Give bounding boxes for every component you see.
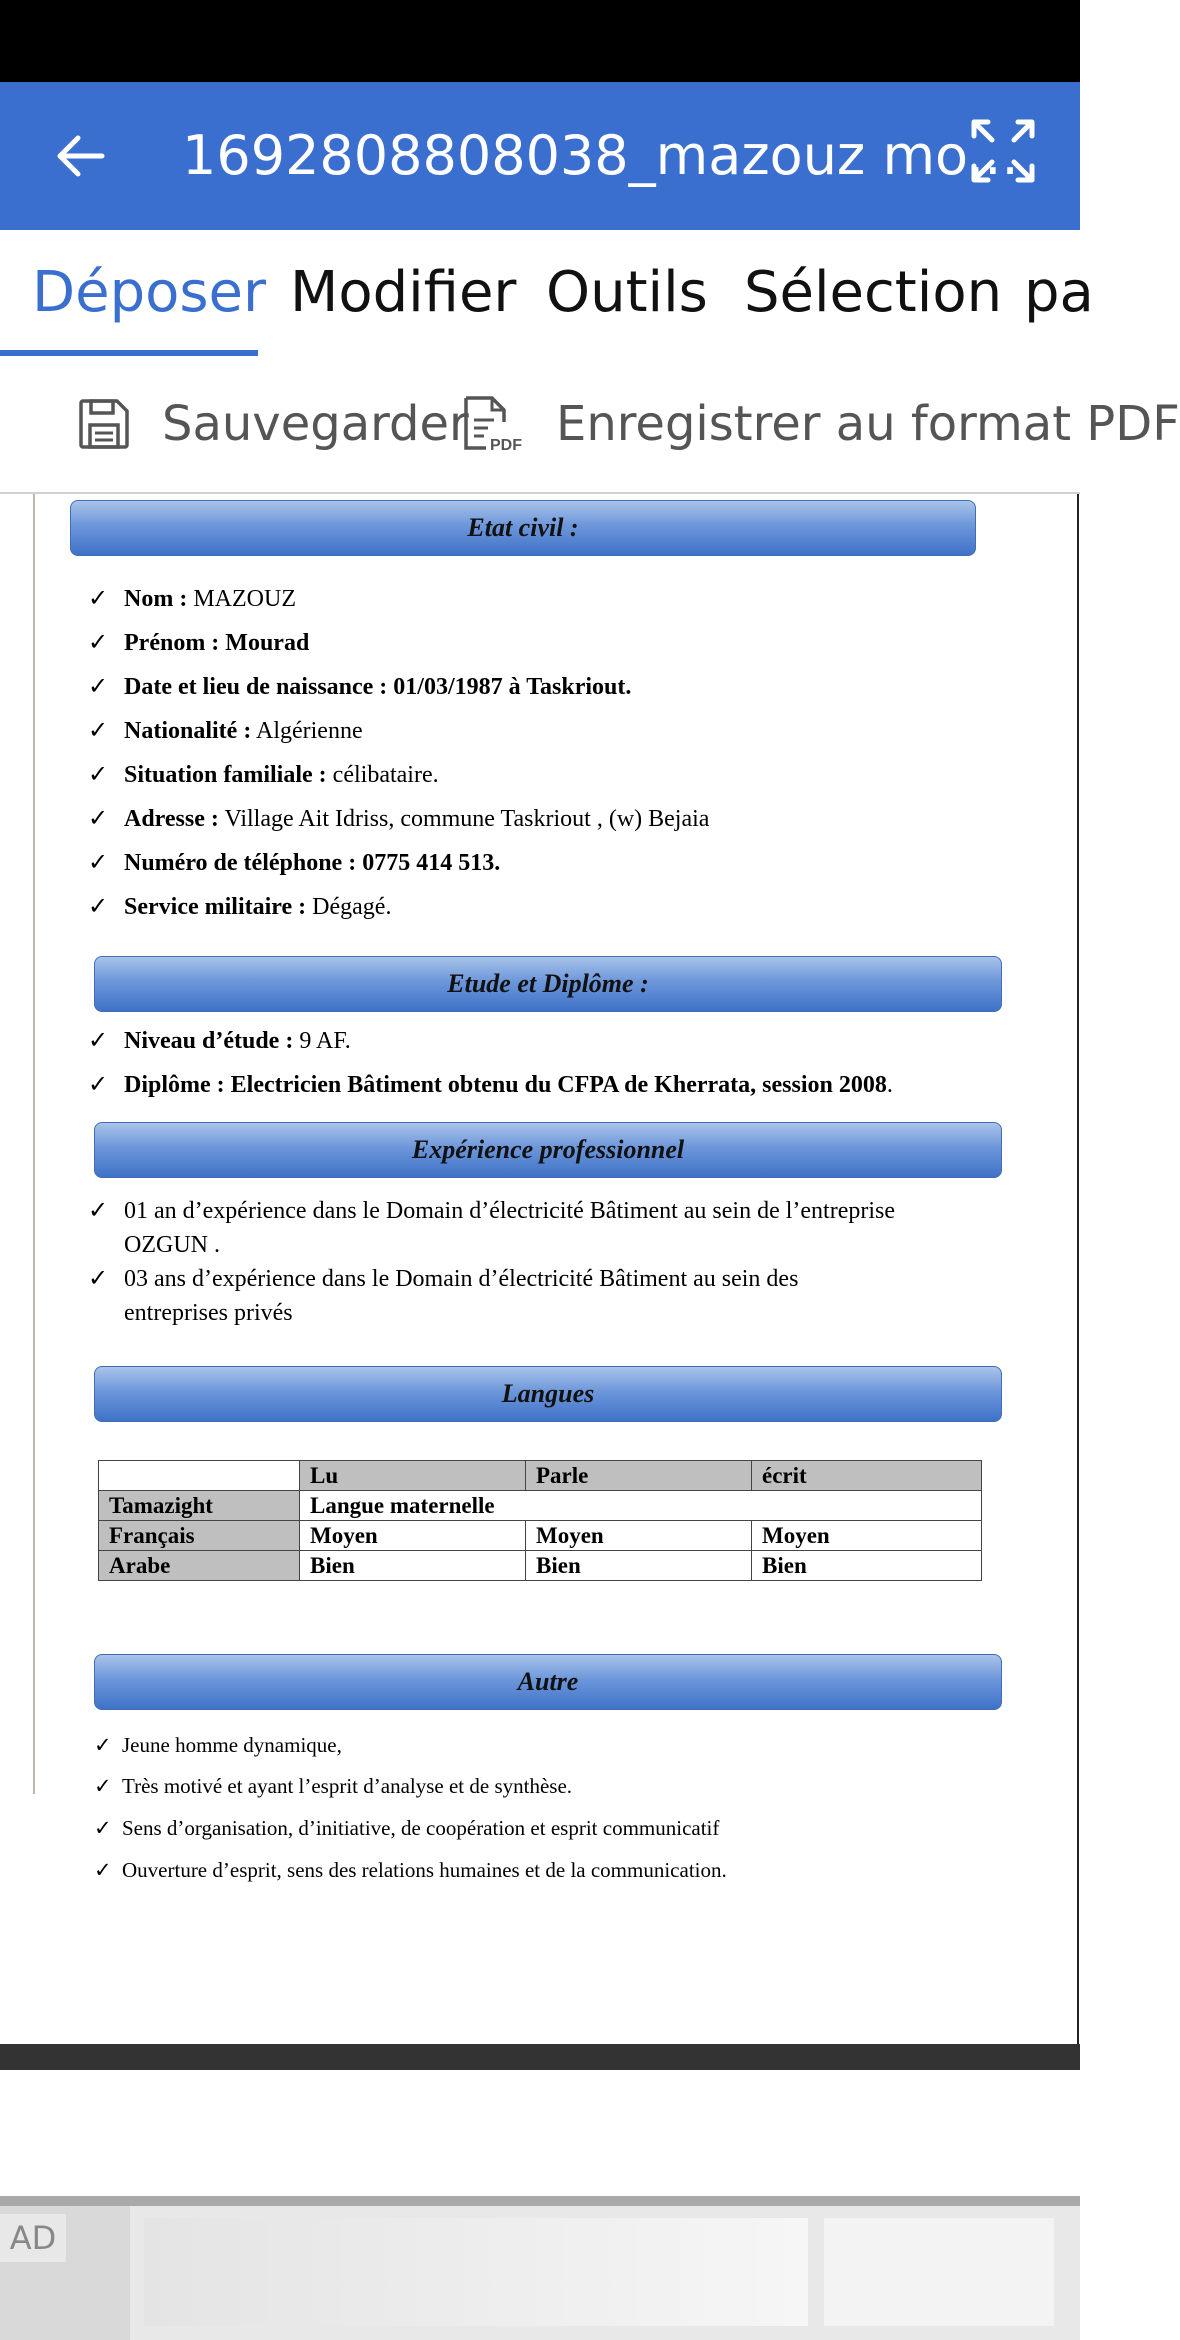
table-cell: Langue maternelle: [300, 1491, 982, 1521]
next-page-area: [0, 2070, 1080, 2196]
tab-selection[interactable]: Sélection: [744, 260, 1003, 325]
table-cell: Bien: [300, 1551, 526, 1581]
page-left-border: [33, 494, 35, 1794]
save-as-pdf-button[interactable]: [468, 356, 1180, 492]
section-heading-autre: Autre: [94, 1654, 1002, 1710]
check-icon: ✓: [88, 586, 109, 612]
save-as-pdf-label: Enregistrer au format PDF: [556, 396, 1180, 452]
svg-text:PDF: PDF: [490, 437, 522, 454]
check-icon: ✓: [94, 1774, 112, 1798]
check-icon: ✓: [88, 894, 109, 920]
tab-bar: [0, 230, 1094, 356]
section-heading-langues: Langues: [94, 1366, 1002, 1422]
arrow-left-icon: [54, 134, 106, 178]
table-header-cell: Lu: [300, 1461, 526, 1491]
check-icon: ✓: [88, 1028, 109, 1054]
table-header-cell: écrit: [752, 1461, 982, 1491]
check-icon: ✓: [88, 1266, 109, 1292]
table-header-cell: [99, 1461, 300, 1491]
back-button[interactable]: [40, 116, 120, 196]
document-page[interactable]: Etat civil : ✓ Nom : MAZOUZ ✓ Prénom : Mourad ✓ Date et lieu de naissance : 01/03/1987 à Taskriout. ✓ Nationalité : Algérienne ✓ Situation familiale : célibataire. ✓ Adresse : Village Ait Idriss, commune Taskriout , (w) Bejaia ✓ Numéro de téléphone : 0775 414 513. ✓ Service militaire : Dégagé. Etude et Diplôme : ✓ Niveau d’étude : 9 AF. ✓ Diplôme : Electricien Bâtiment obtenu du CFPA de Kherrata, session 2008. Expérience professionnel ✓ 01 an d’expérience dans le Domain d’électricité Bâtiment au sein de l’entreprise OZGUN . ✓ 03 ans d’expérience dans le Domain d’électricité Bâtiment au sein des entreprises privés Langues Lu Parle écrit Tamazight Langue maternelle Français Moyen Moyen Moyen Arabe Bien Bien Bien Autre ✓ Jeune homme dynamique, ✓ Très motivé et ayant l’esprit d’analyse et de synthèse. ✓ Sens d’organisation, d’initiative, de coopération et esprit communicatif ✓ Ouverture d’esprit, sens des relations humaines et de la communication.: [0, 494, 1080, 2044]
table-cell: Bien: [526, 1551, 752, 1581]
section-heading-etude: Etude et Diplôme :: [94, 956, 1002, 1012]
toolbar: [0, 356, 1180, 494]
table-cell: Arabe: [99, 1551, 300, 1581]
tab-outils[interactable]: Outils: [546, 260, 708, 325]
check-icon: ✓: [94, 1733, 112, 1757]
languages-table: [98, 1460, 982, 1581]
tab-deposer[interactable]: Déposer: [32, 260, 267, 325]
app-bar: [0, 82, 1080, 230]
table-cell: Français: [99, 1521, 300, 1551]
save-label: Sauvegarder: [162, 396, 469, 452]
table-row: [99, 1521, 982, 1551]
table-header-cell: Parle: [526, 1461, 752, 1491]
check-icon: ✓: [94, 1816, 112, 1840]
document-title: 1692808808038_mazouz mo...: [182, 124, 1019, 187]
save-button[interactable]: [74, 356, 469, 492]
ad-banner[interactable]: [0, 2196, 1080, 2340]
table-cell: Moyen: [300, 1521, 526, 1551]
tab-modifier[interactable]: Modifier: [290, 260, 517, 325]
section-heading-experience: Expérience professionnel: [94, 1122, 1002, 1178]
fullscreen-button[interactable]: [958, 106, 1048, 196]
ad-content-placeholder: [144, 2218, 808, 2326]
check-icon: ✓: [88, 850, 109, 876]
check-icon: ✓: [88, 1198, 109, 1224]
section-heading-etat-civil: Etat civil :: [70, 500, 976, 556]
check-icon: ✓: [88, 806, 109, 832]
table-cell: Bien: [752, 1551, 982, 1581]
table-cell: Moyen: [526, 1521, 752, 1551]
page-separator: [0, 2044, 1080, 2070]
status-bar: [0, 0, 1080, 82]
check-icon: ✓: [88, 630, 109, 656]
check-icon: ✓: [88, 674, 109, 700]
tab-partial[interactable]: pa: [1024, 260, 1094, 325]
check-icon: ✓: [88, 718, 109, 744]
check-icon: ✓: [94, 1858, 112, 1882]
check-icon: ✓: [88, 762, 109, 788]
ad-label: AD: [0, 2214, 66, 2262]
table-row: [99, 1461, 982, 1491]
table-row: [99, 1491, 982, 1521]
ad-button-placeholder[interactable]: [824, 2218, 1054, 2326]
table-cell: Moyen: [752, 1521, 982, 1551]
pdf-export-icon: [468, 394, 528, 454]
check-icon: ✓: [88, 1072, 109, 1098]
table-row: [99, 1551, 982, 1581]
expand-icon: [968, 116, 1038, 186]
page-right-border: [1077, 494, 1079, 2044]
table-cell: Tamazight: [99, 1491, 300, 1521]
save-icon: [74, 394, 134, 454]
